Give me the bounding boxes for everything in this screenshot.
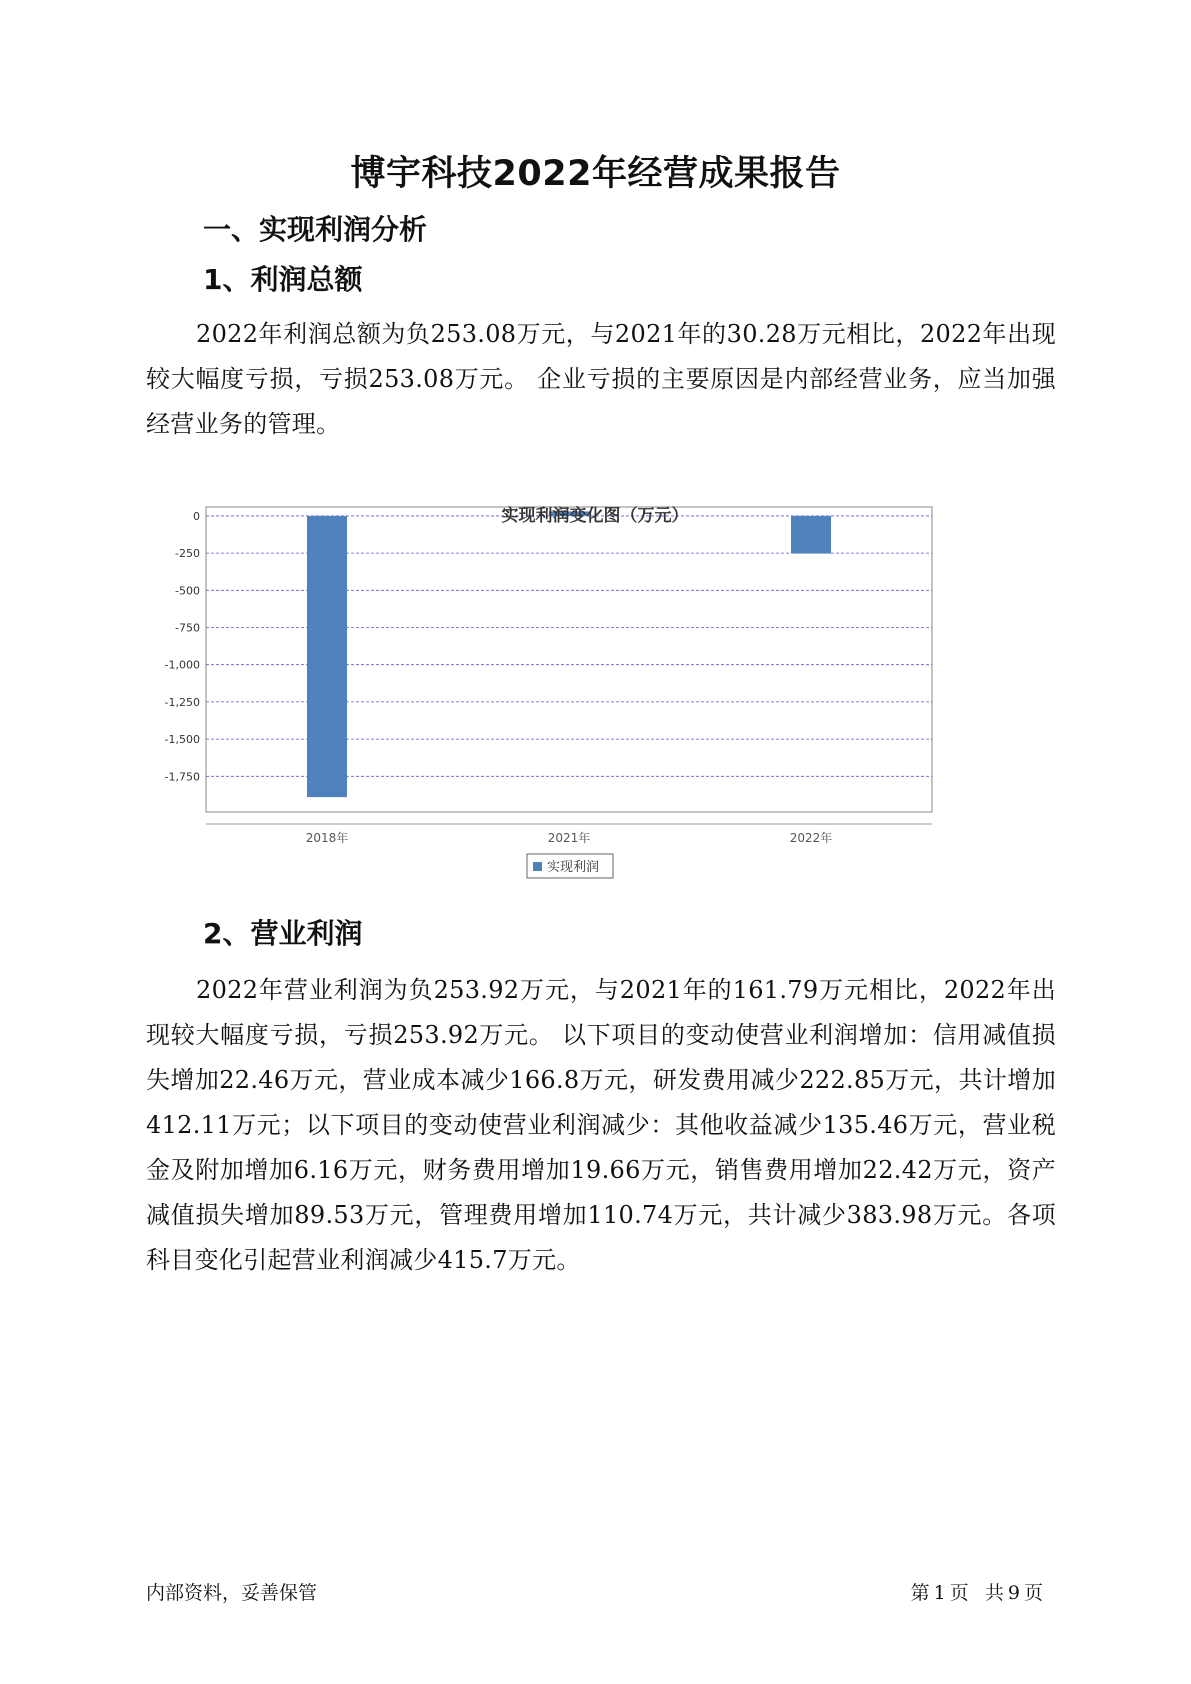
total-number: 9 <box>1007 1582 1020 1604</box>
y-tick-label: -1,000 <box>164 658 200 672</box>
chart-title: 实现利润变化图（万元） <box>501 506 689 526</box>
total-prefix: 共 <box>984 1582 1004 1604</box>
total-unit: 页 <box>1023 1582 1043 1604</box>
section-heading-profit-analysis: 一、实现利润分析 <box>203 213 428 246</box>
y-tick-label: -1,750 <box>164 770 200 784</box>
total-profit-paragraph: 2022年利润总额为负253.08万元，与2021年的30.28万元相比，2022年出现较大幅度亏损，亏损253.08万元。 企业亏损的主要原因是内部经营业务，应当加强经营业务的管理。 <box>146 320 1056 438</box>
operating-profit-paragraph: 2022年营业利润为负253.92万元，与2021年的161.79万元相比，2022年出现较大幅度亏损，亏损253.92万元。 以下项目的变动使营业利润增加：信用减值损失增加22.46万元，营业成本减少166.8万元，研发费用减少222.85万元，共计增加412.11万元；以下项目的变动使营业利润减少：其他收益减少135.46万元，营业税金及附加增加6.16万元，财务费用增加19.66万元，销售费用增加22.42万元，资产减值损失增加89.53万元，管理费用增加110.74万元，共计减少383.98万元。各项科目变化引起营业利润减少415.7万元。 <box>146 976 1056 1274</box>
y-tick-label: 0 <box>193 509 200 523</box>
page-number: 1 <box>933 1582 946 1604</box>
y-tick-label: -1,500 <box>164 733 200 747</box>
bar <box>307 516 347 797</box>
subsection-heading-operating-profit: 2、营业利润 <box>203 917 363 950</box>
y-tick-label: -1,250 <box>164 695 200 709</box>
y-tick-label: -750 <box>175 621 200 635</box>
legend-swatch <box>533 862 542 871</box>
profit-bar-chart <box>160 495 1030 955</box>
page-unit: 页 <box>949 1582 969 1604</box>
y-tick-label: -500 <box>175 584 200 598</box>
subsection-heading-total-profit: 1、利润总额 <box>203 263 363 296</box>
footer-page-indicator <box>909 1578 1045 1605</box>
x-tick-label: 2018年 <box>305 831 349 845</box>
page-prefix: 第 <box>910 1582 930 1604</box>
profit-chart <box>160 495 1030 955</box>
page-title: 博宇科技2022年经营成果报告 <box>350 154 841 194</box>
legend-label: 实现利润 <box>547 860 600 875</box>
x-tick-label: 2022年 <box>789 831 833 845</box>
footer-confidential-note: 内部资料，妥善保管 <box>146 1582 318 1604</box>
x-tick-label: 2021年 <box>547 831 591 845</box>
y-tick-label: -250 <box>175 547 200 561</box>
